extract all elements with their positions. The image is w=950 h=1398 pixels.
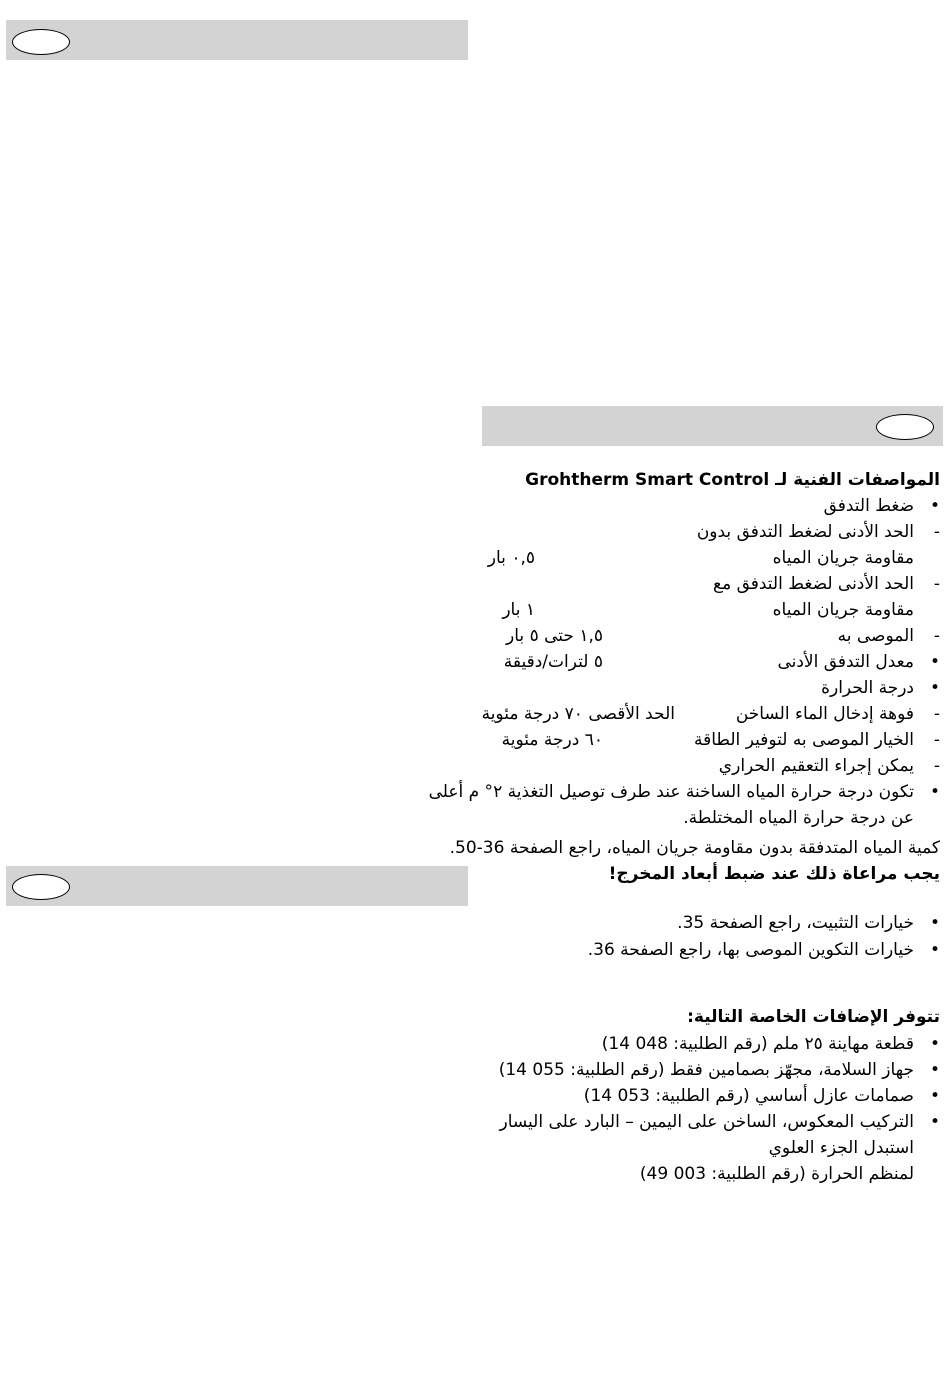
left-header-bar-bottom — [6, 866, 468, 906]
option-item: • خيارات التثبيت، راجع الصفحة 35. — [677, 910, 940, 936]
spec-value: ١,٥ حتى ٥ بار — [506, 626, 603, 646]
accessory-item: لمنظم الحرارة (رقم الطلبية: 003 49) — [639, 1164, 914, 1184]
spec-value: ٦٠ درجة مئوية — [501, 730, 603, 750]
spec-label: عن درجة حرارة المياه المختلطة. — [683, 808, 914, 828]
language-badge-top — [12, 29, 70, 55]
language-badge-right — [876, 414, 934, 440]
spec-value: ١ بار — [502, 600, 535, 620]
spec-label: - فوهة إدخال الماء الساخن — [736, 701, 940, 727]
right-header-bar — [482, 406, 943, 446]
spec-label: • ضغط التدفق — [824, 493, 940, 519]
spec-label: • معدل التدفق الأدنى — [777, 649, 940, 675]
accessory-item: • صمامات عازل أساسي (رقم الطلبية: 053 14) — [584, 1083, 940, 1109]
spec-label: • تكون درجة حرارة المياه الساخنة عند طرف توصيل التغذية ٢° م أعلى — [429, 779, 940, 805]
language-badge-bottom — [12, 874, 70, 900]
accessory-item: استبدل الجزء العلوي — [768, 1138, 914, 1158]
accessory-item: • قطعة مهاينة ٢٥ ملم (رقم الطلبية: 048 14) — [602, 1031, 940, 1057]
spec-value: الحد الأقصى ٧٠ درجة مئوية — [481, 704, 675, 724]
spec-label: • درجة الحرارة — [821, 675, 940, 701]
spec-label: مقاومة جريان المياه — [772, 600, 914, 620]
spec-label: - الحد الأدنى لضغط التدفق مع — [713, 571, 940, 597]
spec-label: - الحد الأدنى لضغط التدفق بدون — [697, 519, 940, 545]
spec-label: - الخيار الموصى به لتوفير الطاقة — [694, 727, 940, 753]
accessory-item: • التركيب المعكوس، الساخن على اليمين – البارد على اليسار — [500, 1109, 941, 1135]
flow-note: كمية المياه المتدفقة بدون مقاومة جريان المياه، راجع الصفحة 36-50. — [449, 838, 940, 858]
warning-text: يجب مراعاة ذلك عند ضبط أبعاد المخرج! — [608, 864, 940, 884]
option-item: • خيارات التكوين الموصى بها، راجع الصفحة 36. — [588, 937, 940, 963]
accessories-title: تتوفر الإضافات الخاصة التالية: — [687, 1007, 940, 1027]
spec-label: - يمكن إجراء التعقيم الحراري — [719, 753, 940, 779]
spec-label: - الموصى به — [838, 623, 940, 649]
specs-title: المواصفات الفنية لـ Grohtherm Smart Control — [525, 470, 940, 490]
spec-label: مقاومة جريان المياه — [772, 548, 914, 568]
accessory-item: • جهاز السلامة، مجهّز بصمامين فقط (رقم الطلبية: 055 14) — [499, 1057, 940, 1083]
spec-value: ٥ لترات/دقيقة — [503, 652, 603, 672]
spec-value: ٠,٥ بار — [487, 548, 535, 568]
left-header-bar-top — [6, 20, 468, 60]
